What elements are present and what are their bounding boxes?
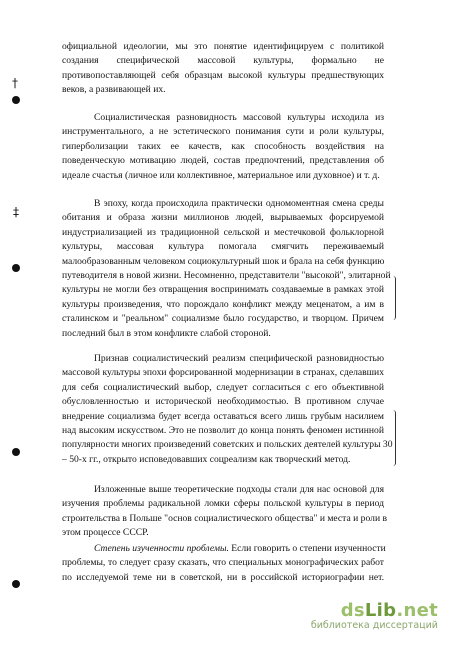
paragraph-6: [62, 542, 384, 585]
text-line: Изложенные выше теоретические подходы стали для нас основой для: [94, 484, 384, 495]
text-line: культуры, массовая культура помогала смягчить переживаемый: [62, 241, 384, 253]
margin-bullet-dot: [12, 264, 20, 272]
text-line: Социалистическая разновидность массовой культуры исходила из: [94, 112, 384, 123]
text-line: этом процессе СССР.: [62, 527, 149, 539]
text-line: малообразованным человеком социокультурный шок и брала на себя функцию: [62, 255, 385, 267]
watermark-brand-prefix: ds: [340, 600, 365, 621]
margin-bracket: [389, 410, 396, 466]
text-line: обусловленностью и исторической необходимостью. В противном случае: [62, 396, 384, 408]
text-line: гиперболизации таких ее качеств, как способность воздействия на: [62, 140, 384, 152]
paragraph-5: [62, 483, 388, 541]
text-line: для себя социалистический выбор, следует согласиться с его объективной: [62, 381, 384, 393]
text-line: Признав социалистический реализм специфической разновидностью: [94, 353, 384, 364]
watermark-brand-suffix: .net: [396, 600, 438, 621]
margin-bullet-dot: [12, 448, 20, 456]
margin-tick-mark: †: [12, 76, 18, 90]
margin-tick-mark: ‡: [13, 205, 19, 219]
paragraph-3: [62, 197, 391, 341]
text-line: обитания и образа жизни миллионов людей, вырываемых форсируемой: [62, 212, 384, 224]
text-line: создания специфической массовой культуры, формально не: [62, 55, 384, 67]
text-line: строительства в Польше "основ социалистического общества" и места и роли в: [62, 512, 388, 524]
text-line: поведенческую мотивацию людей, состав предпочтений, представления об: [62, 155, 384, 167]
text-line: противопоставляющей себя образцам высокой культуры предшествующих: [62, 69, 384, 81]
watermark-brand-lib: Lib: [364, 600, 397, 621]
section-heading-inline: Степень изученности проблемы.: [94, 543, 229, 554]
text-line: культуры произведения, что порождало конфликт между меценатом, а им в: [62, 298, 384, 310]
text-line: В эпоху, когда происходила практически одномоментная смена среды: [94, 198, 384, 209]
dslib-watermark: [311, 600, 438, 631]
margin-bullet-dot: [12, 580, 20, 588]
text-line: массовой культуры эпохи форсированной модернизации в странах, сделавших: [62, 367, 384, 379]
text-line: изучения проблемы радикальной ломки сферы польской культуры в период: [62, 498, 384, 510]
text-line: внедрение социализма будет всегда оставаться всего лишь грубым насилием: [62, 410, 384, 422]
paragraph-1: [62, 40, 384, 98]
text-line: по исследуемой теме ни в советской, ни в российской историографии нет.: [62, 571, 384, 583]
text-run: Если говорить о степени изученности: [228, 543, 386, 554]
text-line: идеале счастья (личное или коллективное, материальное или духовное) и т. д.: [62, 169, 380, 181]
watermark-logo: [311, 600, 438, 621]
text-line: индустриализацией из традиционной сельской и местечковой фольклорной: [62, 226, 384, 238]
margin-bullet-dot: [12, 96, 20, 104]
watermark-tagline: библиотека диссертаций: [310, 620, 438, 631]
text-line: культуры не могли без отвращения воспринимать создаваемые в рамках этой: [62, 284, 384, 296]
margin-bracket: [389, 276, 396, 320]
text-line: [62, 542, 384, 556]
text-line: последний был в этом конфликте слабой стороной.: [62, 327, 271, 339]
text-line: популярности многих произведений советских и польских деятелей культуры 30: [62, 439, 393, 451]
text-line: проблемы, то следует сразу сказать, что специальных монографических работ: [62, 557, 384, 569]
text-line: – 50-х гг., открыто исповедовавших соцреализм как творческий метод.: [62, 453, 351, 465]
paragraph-4: [62, 352, 393, 467]
text-line: веков, а развивающей их.: [62, 84, 166, 96]
text-line: официальной идеологии, мы это понятие идентифицируем с политикой: [62, 41, 384, 52]
text-line: над высоким искусством. Это не позволит до конца понять феномен истинной: [62, 425, 384, 437]
text-line: путеводителя в новой жизни. Несомненно, представители "высокой", элитарной: [62, 270, 391, 282]
text-line: инструментального, а не эстетического понимания сути и роли культуры,: [62, 126, 384, 138]
paragraph-2: [62, 111, 384, 183]
text-line: сталинском и "реальном" социализме было государство, и творцом. Причем: [62, 313, 384, 325]
